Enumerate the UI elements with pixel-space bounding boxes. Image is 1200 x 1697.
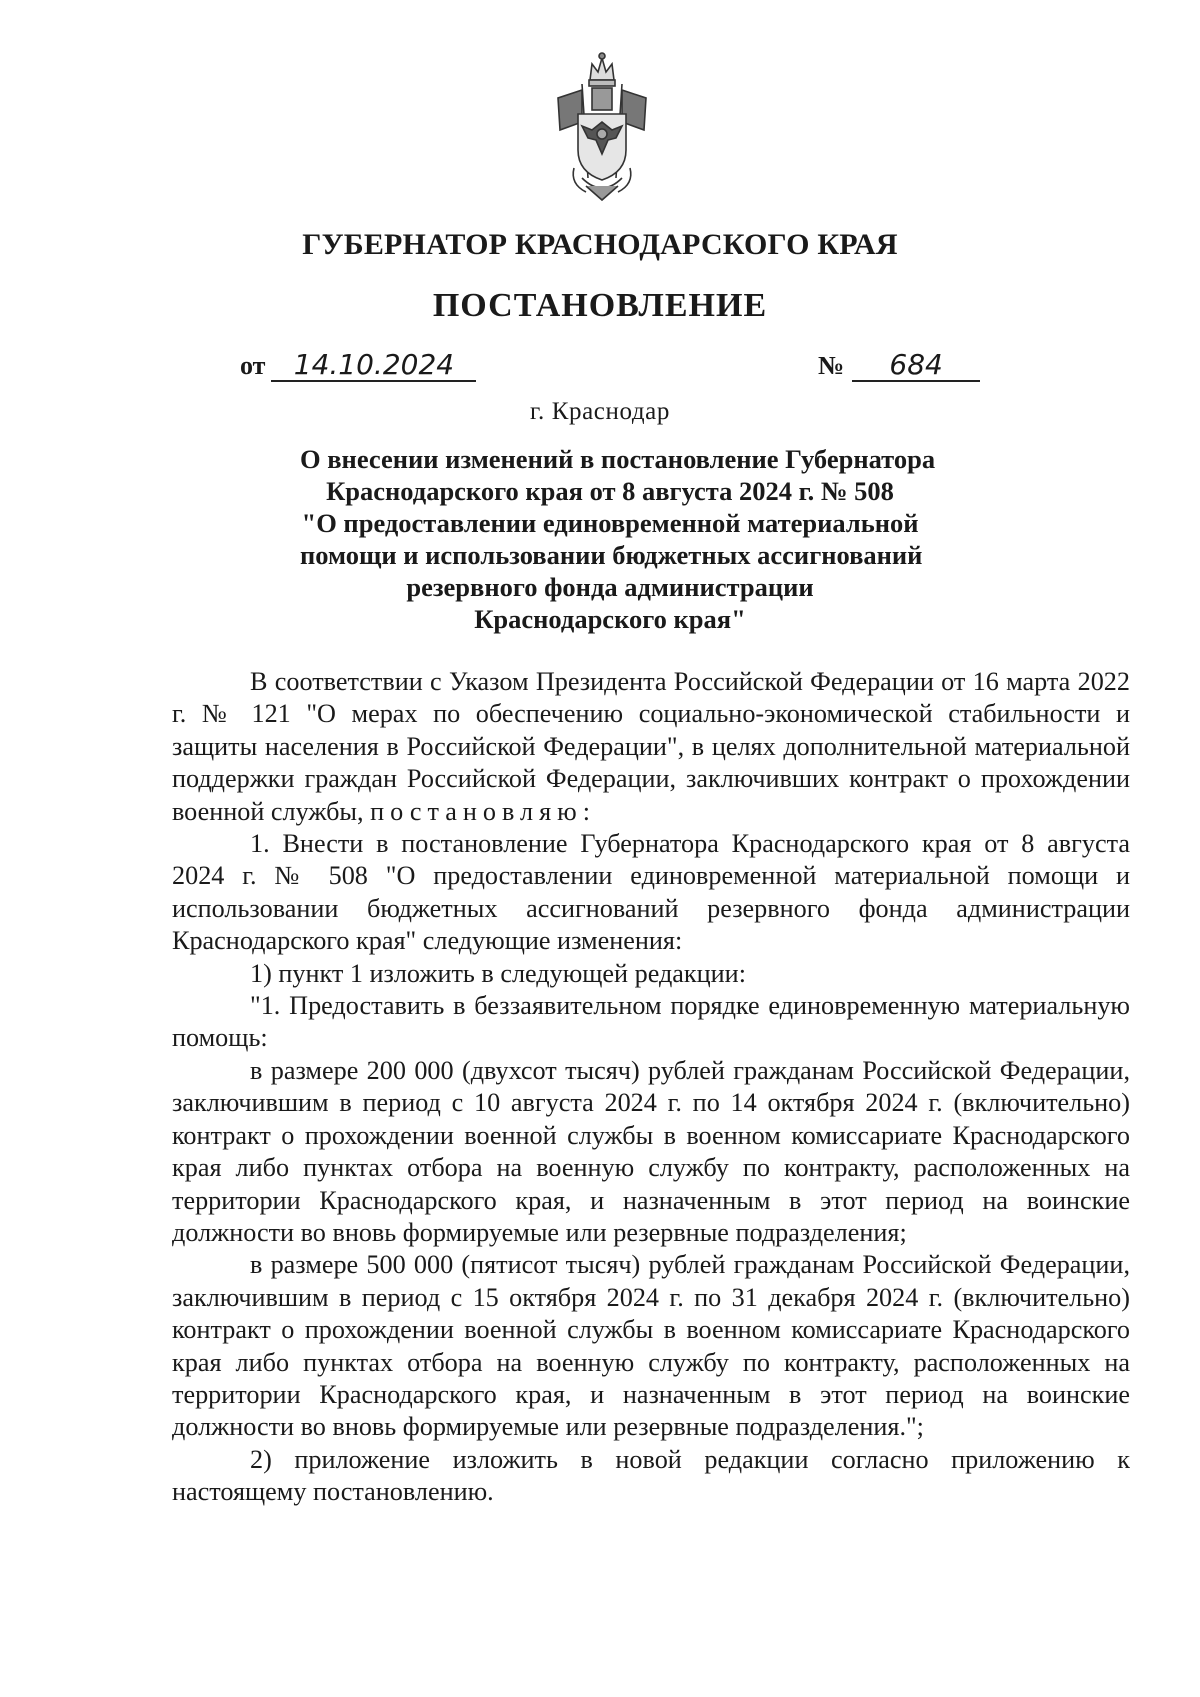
resolve-colon: : <box>582 796 590 826</box>
document-title <box>300 443 936 635</box>
amount-200000-paragraph: в размере 200 000 (двухсот тысяч) рублей гражданам Российской Федерации, заключившим в период с 10 августа 2024 г. по 14 октября 2024 г. (включительно) контракт о прохождении военной службы в военном комиссариате Краснодарского края либо пунктах отбора на военную службу по контракту, расположенных на территории Краснодарского края, и назначенным в этот период на воинские должности во вновь формируемые или резервные подразделения; <box>172 1055 1130 1247</box>
date-value: 14.10.2024 <box>271 350 476 382</box>
number-prefix: № <box>818 351 845 380</box>
krasnodar-coat-of-arms-icon <box>552 50 652 204</box>
quoted-item-paragraph: "1. Предоставить в беззаявительном порядке единовременную материальную помощь: <box>172 991 1130 1053</box>
issuing-authority: ГУБЕРНАТОР КРАСНОДАРСКОГО КРАЯ <box>302 228 898 261</box>
preamble-text: В соответствии с Указом Президента Российской Федерации от 16 марта 2022 г. № 121 "О мерах по обеспечению социально-экономической стабильности и защиты населения в Российской Федерации", в целях дополнительной материальной поддержки граждан Российской Федерации, заключивших контракт о прохождении военной службы, <box>172 667 1130 826</box>
title-line: Краснодарского края от 8 августа 2024 г. № 508 <box>326 476 894 506</box>
number-value: 684 <box>852 350 980 382</box>
document-number <box>818 350 980 382</box>
document-date <box>240 350 476 382</box>
amount-500000-paragraph: в размере 500 000 (пятисот тысяч) рублей гражданам Российской Федерации, заключившим в период с 15 октября 2024 г. по 31 декабря 2024 г. (включительно) контракт о прохождении военной службы в военном комиссариате Краснодарского края либо пунктах отбора на военную службу по контракту, расположенных на территории Краснодарского края, и назначенным в этот период на воинские должности во вновь формируемые или резервные подразделения."; <box>172 1250 1130 1442</box>
title-line: "О предоставлении единовременной материальной <box>301 508 919 538</box>
city: г. Краснодар <box>530 398 670 425</box>
item-1-paragraph: 1. Внести в постановление Губернатора Краснодарского края от 8 августа 2024 г. № 508 "О предоставлении единовременной материальной помощи и использовании бюджетных ассигнований резервного фонда администрации Краснодарского края" следующие изменения: <box>172 829 1130 956</box>
preamble-paragraph <box>172 666 1130 828</box>
title-line: резервного фонда администрации <box>406 572 814 602</box>
title-line: помощи и использовании бюджетных ассигнований <box>300 540 923 570</box>
document-type: ПОСТАНОВЛЕНИЕ <box>432 287 768 324</box>
title-line: О внесении изменений в постановление Губернатора <box>300 444 936 474</box>
resolve-word: постановляю <box>370 796 583 826</box>
subitem-2-paragraph: 2) приложение изложить в новой редакции согласно приложению к настоящему постановлению. <box>172 1444 1130 1507</box>
subitem-1-paragraph: 1) пункт 1 изложить в следующей редакции: <box>250 958 746 988</box>
date-prefix: от <box>240 351 266 380</box>
title-line: Краснодарского края" <box>474 604 746 634</box>
document-body <box>172 666 1130 1509</box>
